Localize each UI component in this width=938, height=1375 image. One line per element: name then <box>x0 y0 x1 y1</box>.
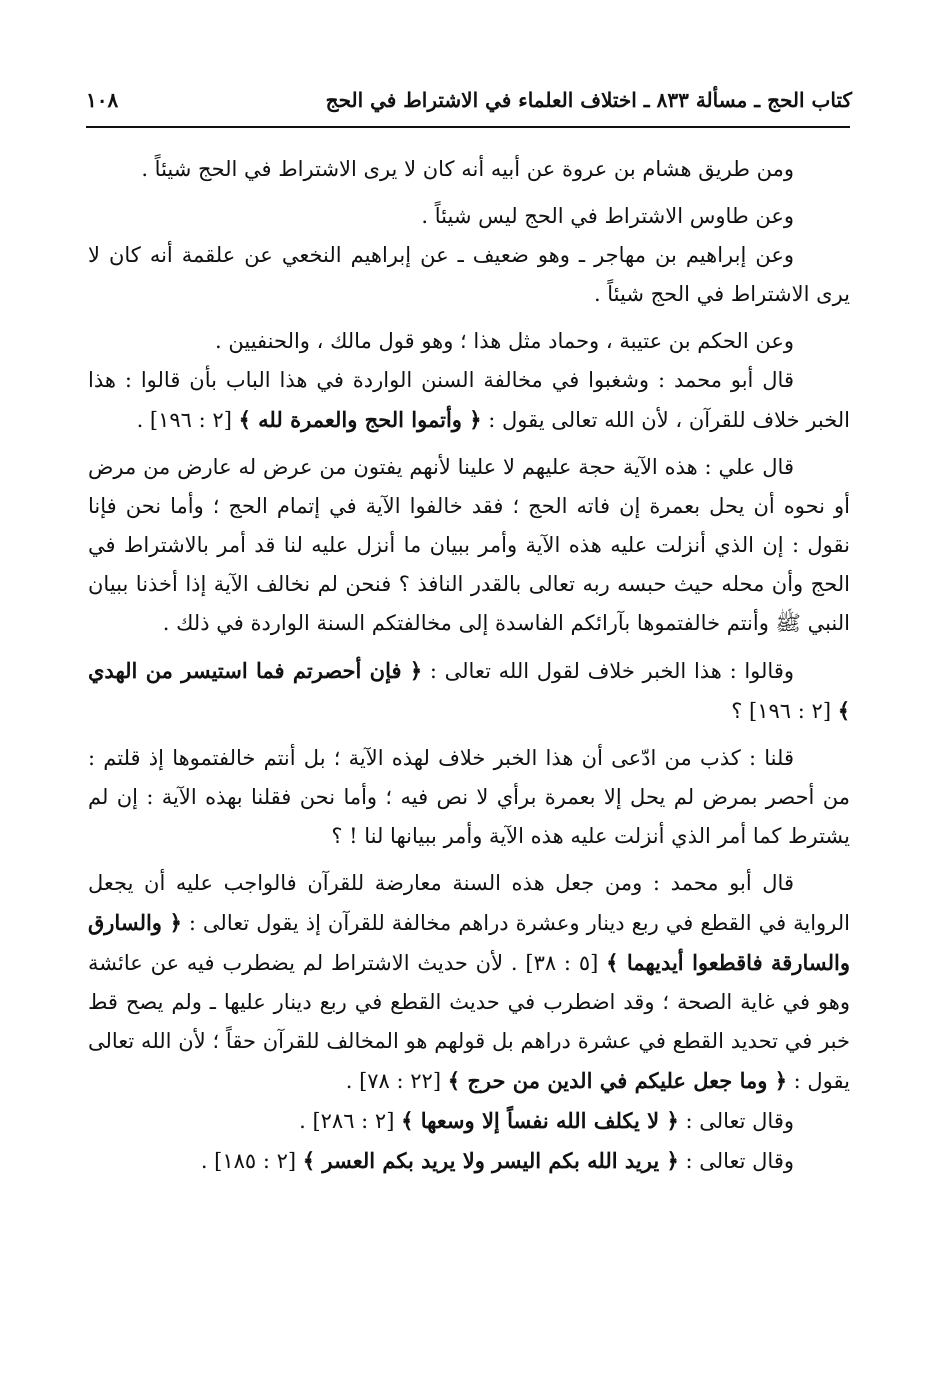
paragraph: قلنا : كذب من ادّعى أن هذا الخبر خلاف لهذه الآية ؛ بل أنتم خالفتموها إذ قلتم : من أحصر بمرض لم يحل إلا بعمرة برأي لا نص فيه ؛ وأما نحن فقلنا بهذه الآية : إن لم يشترط كما أمر الذي أنزلت عليه هذه الآية وأمر ببيانها لنا ! ؟ <box>88 746 850 848</box>
running-title: كتاب الحج ـ مسألة ٨٣٣ ـ اختلاف العلماء في الاشتراط في الحج <box>325 88 852 112</box>
paragraph: وعن الحكم بن عتيبة ، وحماد مثل هذا ؛ وهو قول مالك ، والحنفيين . <box>215 329 794 353</box>
quran-quote: ﴿ لا يكلف الله نفساً إلا وسعها ﴾ <box>401 1108 679 1133</box>
page-number: ١٠٨ <box>86 88 119 112</box>
quran-quote: ﴿ فإن أحصرتم فما استيسر من الهدي ﴾ <box>88 658 850 723</box>
paragraph: قال أبو محمد : ومن جعل هذه السنة معارضة للقرآن فالواجب عليه أن يجعل الرواية في القطع في ربع دينار وعشرة دراهم مخالفة للقرآن إذ يقول تعالى : ﴿ والسارق والسارقة فاقطعوا أيديهما ﴾ [٥ : ٣٨] . لأن حديث الاشتراط لم يضطرب فيه عن عائشة وهو في غاية الصحة ؛ وقد اضطرب في حديث القطع في ربع دينار عليها ـ ولم يصح قط خبر في تحديد القطع في عشرة دراهم بل قولهم هو المخالف للقرآن حقاً ؛ لأن الله تعالى يقول : ﴿ وما جعل عليكم في الدين من حرج ﴾ [٢٢ : ٧٨] . <box>88 871 850 1093</box>
quran-quote: ﴿ يريد الله بكم اليسر ولا يريد بكم العسر ﴾ <box>302 1148 679 1173</box>
quran-quote: ﴿ وأتموا الحج والعمرة لله ﴾ <box>238 407 482 432</box>
quran-quote: ﴿ والسارق والسارقة فاقطعوا أيديهما ﴾ <box>88 910 850 975</box>
paragraph: وقال تعالى : ﴿ يريد الله بكم اليسر ولا يريد بكم العسر ﴾ [٢ : ١٨٥] . <box>200 1148 794 1173</box>
header-rule <box>86 126 850 128</box>
paragraph: وقالوا : هذا الخبر خلاف لقول الله تعالى : ﴿ فإن أحصرتم فما استيسر من الهدي ﴾ [٢ : ١٩٦] ؟ <box>88 658 850 723</box>
verse-reference: [٢ : ١٨٥] . <box>200 1149 303 1173</box>
paragraph: ومن طريق هشام بن عروة عن أبيه أنه كان لا يرى الاشتراط في الحج شيئاً . <box>141 157 794 181</box>
paragraph: وعن إبراهيم بن مهاجر ـ وهو ضعيف ـ عن إبراهيم النخعي عن علقمة أنه كان لا يرى الاشتراط في الحج شيئاً . <box>88 243 850 306</box>
paragraph: وعن طاوس الاشتراط في الحج ليس شيئاً . <box>421 204 794 228</box>
page-header <box>86 80 852 120</box>
page-body <box>88 150 850 1181</box>
quran-quote: ﴿ وما جعل عليكم في الدين من حرج ﴾ <box>447 1068 787 1093</box>
paragraph: قال أبو محمد : وشغبوا في مخالفة السنن الواردة في هذا الباب بأن قالوا : هذا الخبر خلاف للقرآن ، لأن الله تعالى يقول : ﴿ وأتموا الحج والعمرة لله ﴾ [٢ : ١٩٦] . <box>88 368 850 432</box>
verse-reference: [٢ : ٢٨٦] . <box>299 1109 402 1133</box>
verse-reference: [٢ : ١٩٦] ؟ <box>731 699 838 723</box>
paragraph: وقال تعالى : ﴿ لا يكلف الله نفساً إلا وسعها ﴾ [٢ : ٢٨٦] . <box>299 1108 794 1133</box>
paragraph: قال علي : هذه الآية حجة عليهم لا علينا لأنهم يفتون من عرض له عارض من مرض أو نحوه أن يحل بعمرة إن فاته الحج ؛ فقد خالفوا الآية في إتمام الحج ؛ وأما نحن فإنا نقول : إن الذي أنزلت عليه هذه الآية وأمر ببيان ما أنزل عليه لنا قد أمر بالاشتراط في الحج وأن محله حيث حبسه ربه تعالى بالقدر النافذ ؟ فنحن لم نخالف الآية إذا أخذنا ببيان النبي ﷺ وأنتم خالفتموها بآرائكم الفاسدة إلى مخالفتكم السنة الواردة في ذلك . <box>88 455 850 635</box>
verse-reference: [٢٢ : ٧٨] . <box>345 1069 448 1093</box>
verse-reference: [٢ : ١٩٦] . <box>136 408 239 432</box>
